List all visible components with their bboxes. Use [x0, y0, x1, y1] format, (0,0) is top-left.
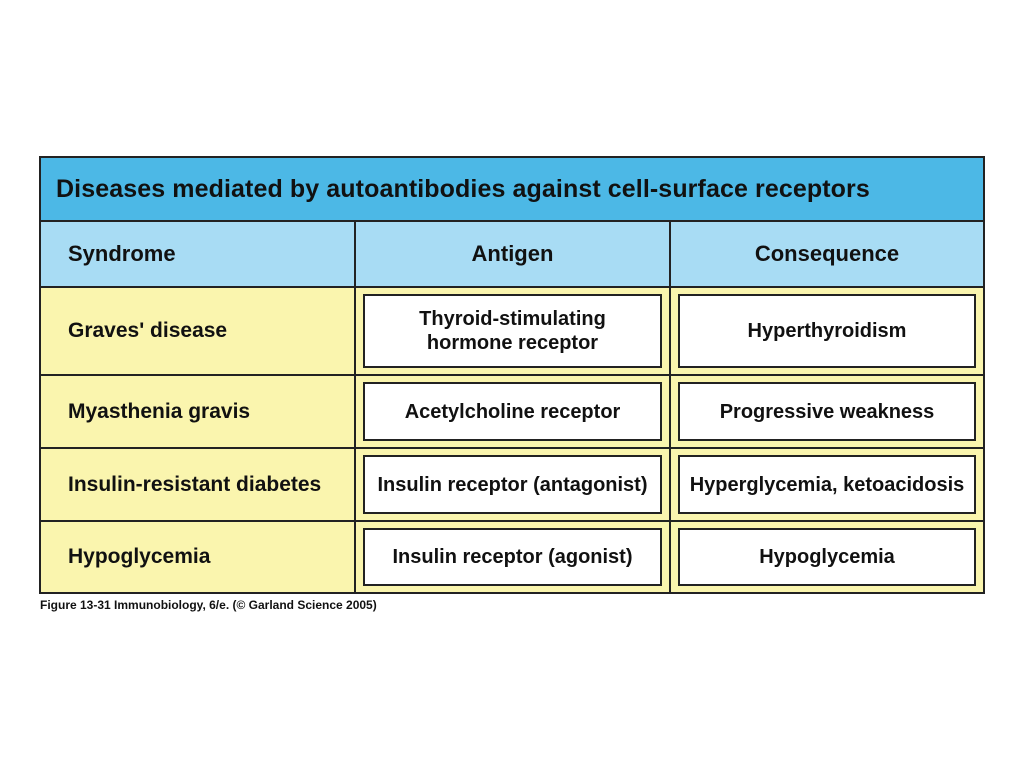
consequence-cell	[671, 449, 983, 520]
header-consequence: Consequence	[671, 222, 983, 286]
header-syndrome: Syndrome	[41, 222, 356, 286]
consequence-cell	[671, 376, 983, 447]
consequence-box: Hyperglycemia, ketoacidosis	[678, 455, 976, 514]
table-row	[41, 376, 983, 449]
syndrome-cell: Graves' disease	[41, 288, 356, 374]
antigen-box: Acetylcholine receptor	[363, 382, 662, 441]
antigen-cell	[356, 288, 671, 374]
table-row	[41, 522, 983, 592]
consequence-box: Progressive weakness	[678, 382, 976, 441]
consequence-cell	[671, 522, 983, 592]
syndrome-cell: Hypoglycemia	[41, 522, 356, 592]
antigen-box: Insulin receptor (agonist)	[363, 528, 662, 586]
consequence-box: Hypoglycemia	[678, 528, 976, 586]
antigen-cell	[356, 376, 671, 447]
antigen-box: Insulin receptor (antagonist)	[363, 455, 662, 514]
header-antigen: Antigen	[356, 222, 671, 286]
table-header-row	[41, 222, 983, 288]
table-title: Diseases mediated by autoantibodies against cell-surface receptors	[41, 158, 983, 222]
autoantibody-diseases-table	[39, 156, 985, 594]
antigen-box: Thyroid-stimulating hormone receptor	[363, 294, 662, 368]
table-row	[41, 449, 983, 522]
antigen-cell	[356, 522, 671, 592]
syndrome-cell: Insulin-resistant diabetes	[41, 449, 356, 520]
consequence-cell	[671, 288, 983, 374]
figure-caption: Figure 13-31 Immunobiology, 6/e. (© Garland Science 2005)	[40, 598, 377, 612]
table-row	[41, 288, 983, 376]
syndrome-cell: Myasthenia gravis	[41, 376, 356, 447]
antigen-cell	[356, 449, 671, 520]
consequence-box: Hyperthyroidism	[678, 294, 976, 368]
